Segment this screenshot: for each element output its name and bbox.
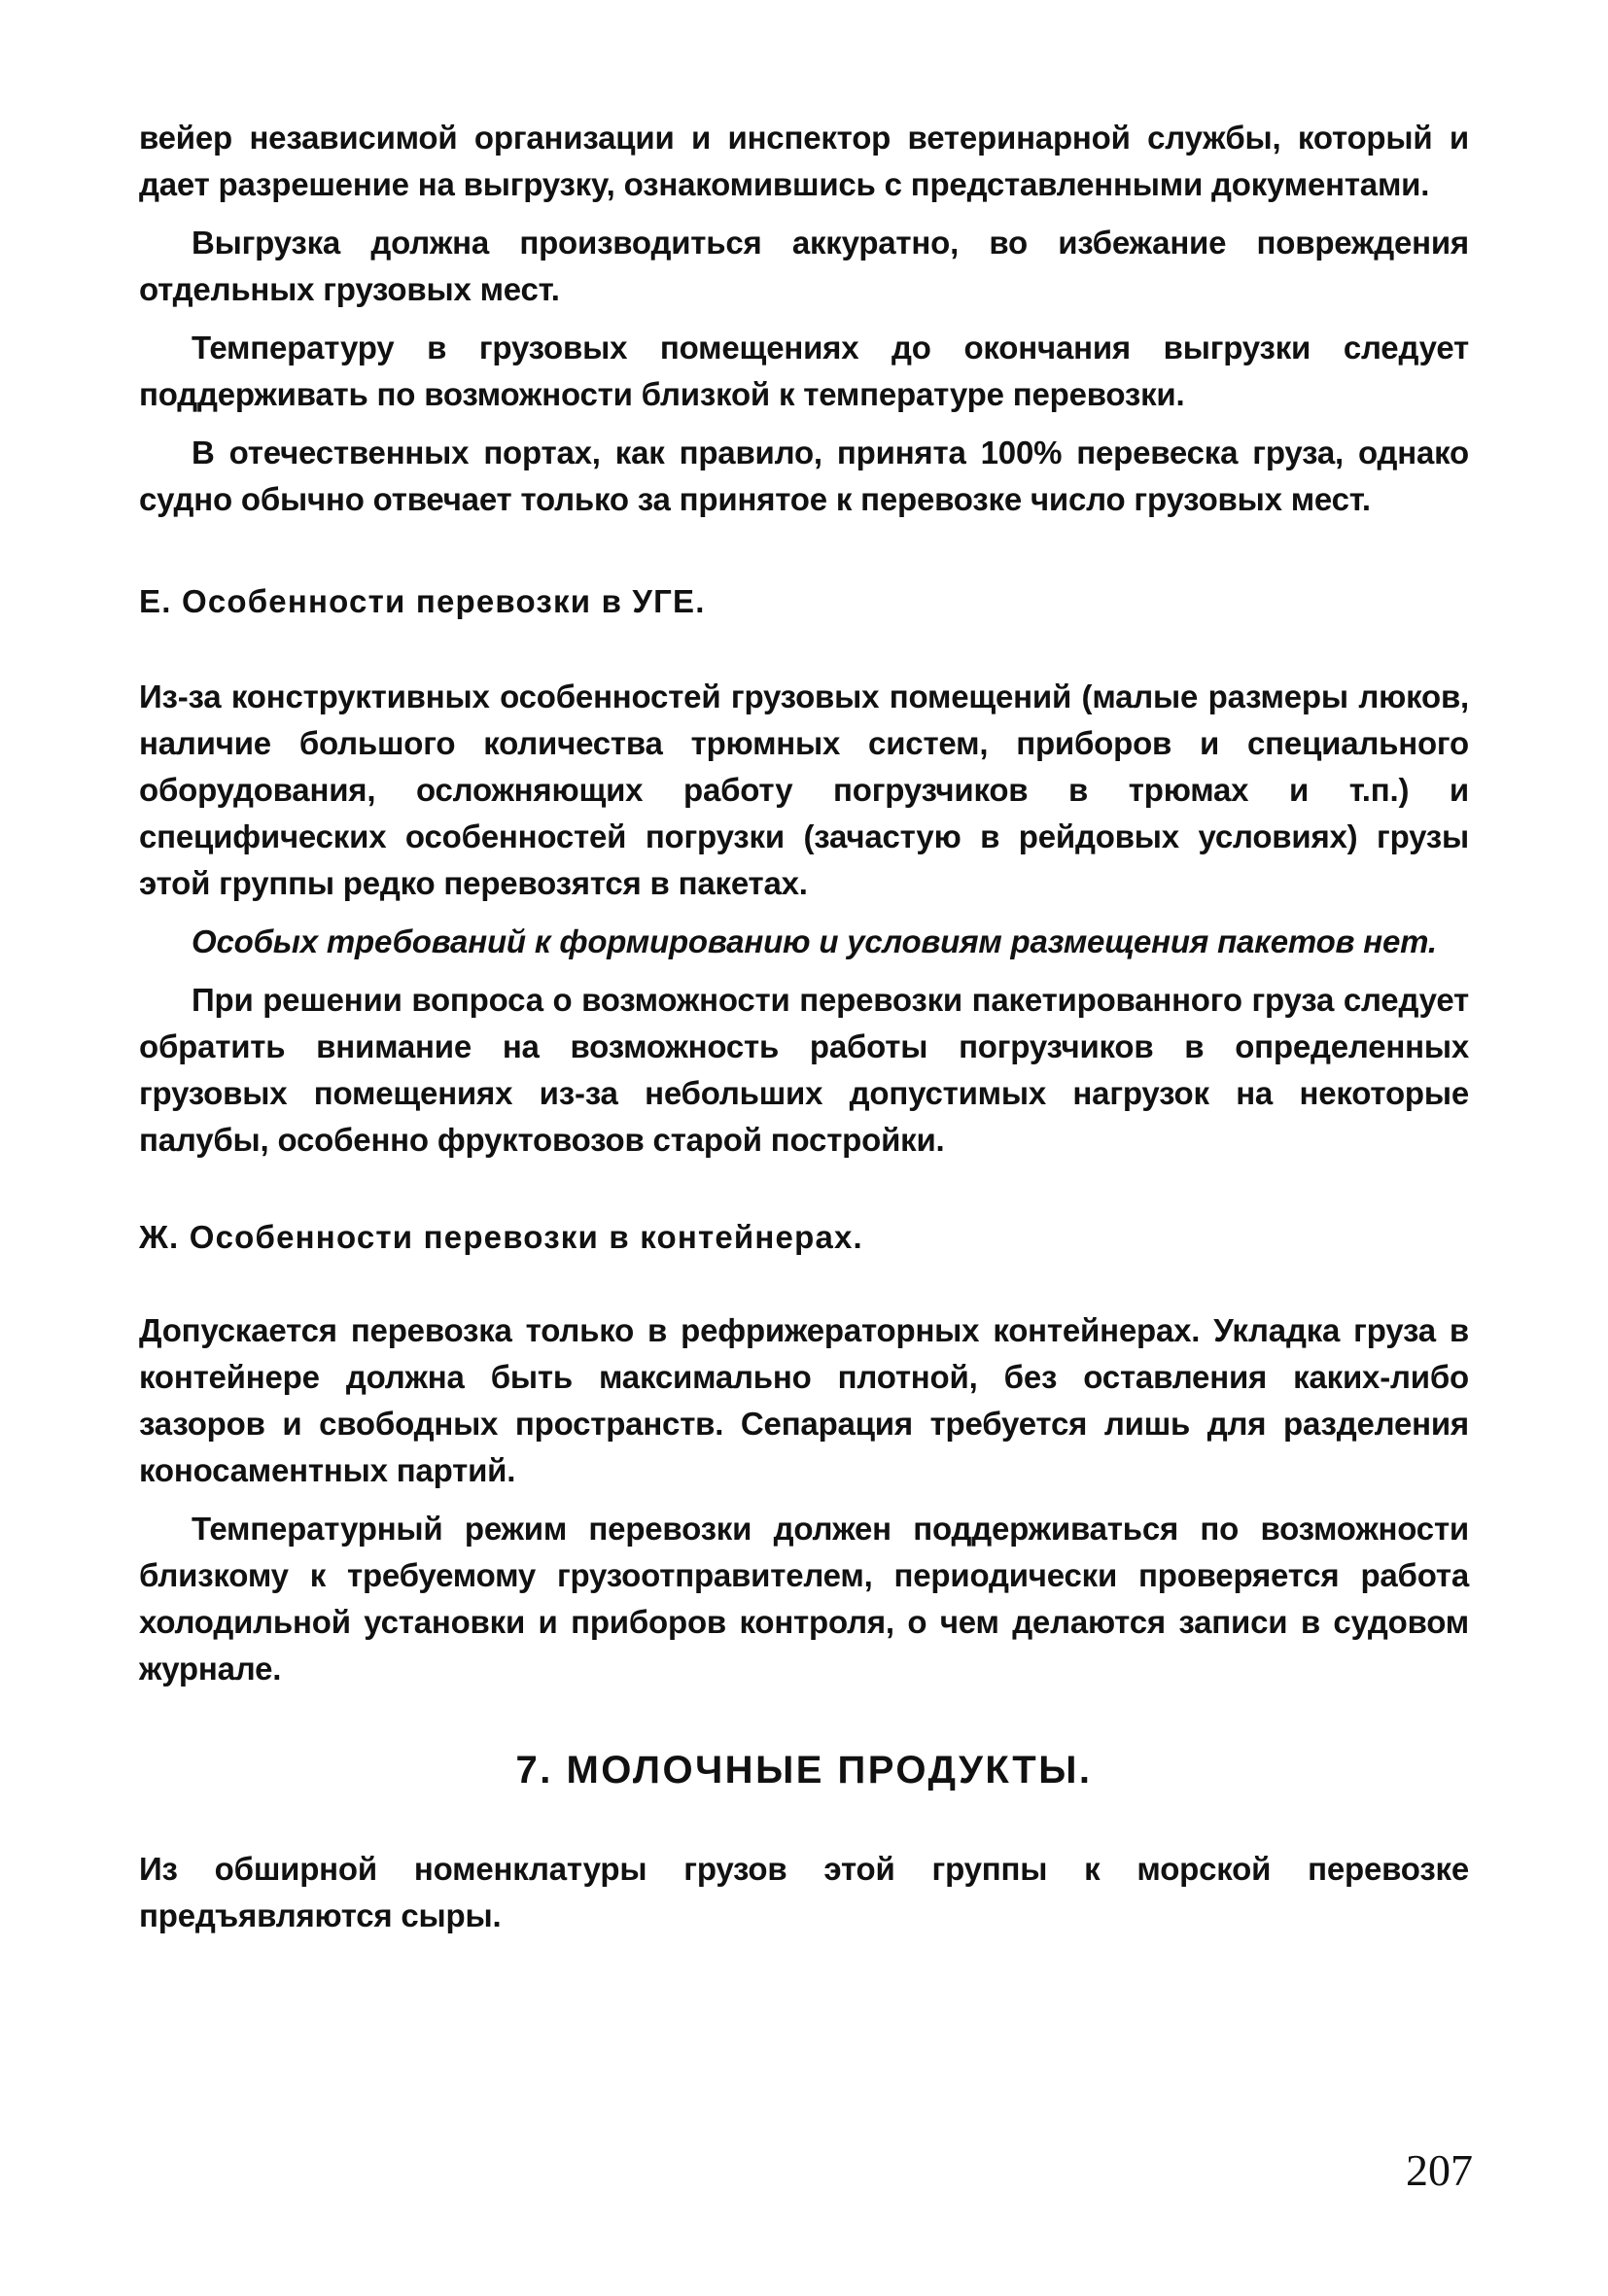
intro-paragraph: Выгрузка должна производиться аккуратно, во избежание повреждения отдельных грузовых мест.: [139, 225, 1469, 307]
chapter-7-paragraph: Из обширной номенклатуры грузов этой группы к морской перевозке предъявляются сыры.: [139, 1851, 1469, 1933]
page-body: [139, 115, 1469, 1939]
page-number: 207: [1406, 2145, 1473, 2195]
section-zh-paragraph: Допускается перевозка только в рефрижераторных контейнерах. Укладка груза в контейнере должна быть максимально плотной, без оставления каких-либо зазоров и свободных пространств. Сепарация требуется лишь для разделения коносаментных партий.: [139, 1312, 1469, 1488]
section-zh-paragraph: Температурный режим перевозки должен поддерживаться по возможности близкому к требуемому грузоотправителем, периодически проверяется работа холодильной установки и приборов контроля, о чем делаются записи в судовом журнале.: [139, 1511, 1469, 1687]
intro-paragraph: вейер независимой организации и инспектор ветеринарной службы, который и дает разрешение на выгрузку, ознакомившись с представленными документами.: [139, 120, 1469, 202]
intro-paragraph: В отечественных портах, как правило, принята 100% перевеска груза, однако судно обычно отвечает только за принятое к перевозке число грузовых мест.: [139, 435, 1469, 517]
chapter-7-heading: 7. МОЛОЧНЫЕ ПРОДУКТЫ.: [515, 1749, 1093, 1792]
section-e-heading: Е. Особенности перевозки в УГЕ.: [139, 583, 706, 619]
intro-paragraph: Температуру в грузовых помещениях до окончания выгрузки следует поддерживать по возможности близкой к температуре перевозки.: [139, 330, 1469, 412]
section-e-paragraph: При решении вопроса о возможности перевозки пакетированного груза следует обратить внимание на возможность работы погрузчиков в определенных грузовых помещениях из-за небольших допустимых нагрузок на некоторые палубы, особенно фруктовозов старой постройки.: [139, 982, 1469, 1158]
section-e-paragraph: Из-за конструктивных особенностей грузовых помещений (малые размеры люков, наличие большого количества трюмных систем, приборов и специального оборудования, осложняющих работу погрузчиков в трюмах и т.п.) и специфических особенностей погрузки (зачастую в рейдовых условиях) грузы этой группы редко перевозятся в пакетах.: [139, 678, 1469, 901]
section-zh-heading: Ж. Особенности перевозки в контейнерах.: [139, 1219, 863, 1255]
section-e-paragraph: Особых требований к формированию и условиям размещения пакетов нет.: [192, 923, 1437, 959]
